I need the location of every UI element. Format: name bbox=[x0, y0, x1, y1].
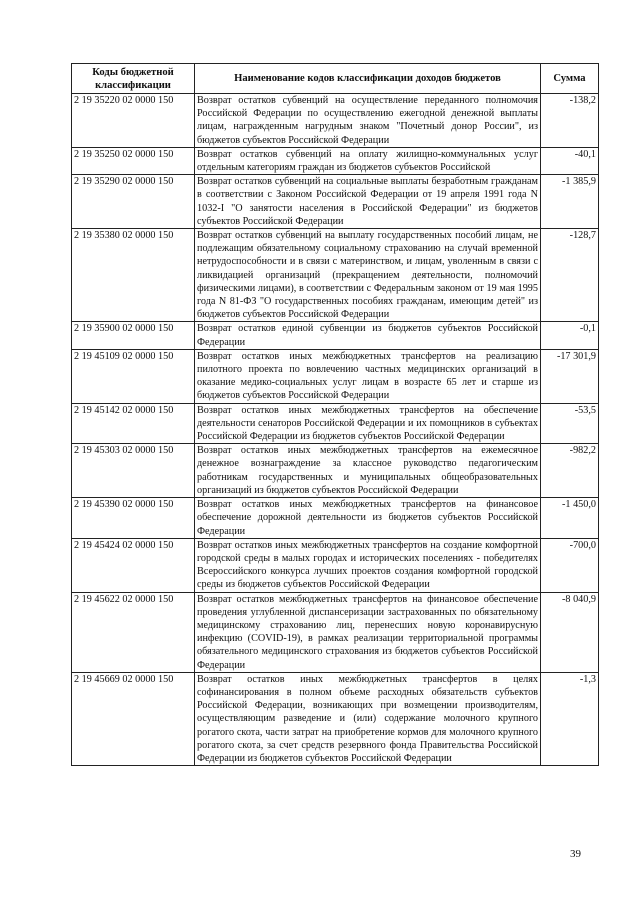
row-code: 2 19 35900 02 0000 150 bbox=[72, 322, 195, 349]
row-name: Возврат остатков субвенций на осуществление переданного полномочия Российской Федерации по осуществлению ежегодной денежной выплаты лицам, награжденным нагрудным знаком "Почетный донор России", из бюджетов субъектов Российской Федерации bbox=[195, 94, 541, 148]
row-sum: -8 040,9 bbox=[541, 592, 599, 672]
row-name: Возврат остатков иных межбюджетных трансфертов на реализацию пилотного проекта по вовлечению частных медицинских организаций в оказание медико-социальных услуг лицам в возрасте 65 лет и старше из бюджетов субъектов Российской Федерации bbox=[195, 349, 541, 403]
row-name: Возврат остатков субвенций на выплату государственных пособий лицам, не подлежащим обязательному социальному страхованию на случай временной нетрудоспособности и в связи с материнством, и лицам, уволенным в связи с ликвидацией организаций (прекращением деятельности, полномочий физическими лицами), в соответствии с Федеральным законом от 19 мая 1995 года N 81-ФЗ "О государственных пособиях гражданам, имеющим детей" из бюджетов субъектов Российской Федерации bbox=[195, 229, 541, 322]
row-name: Возврат остатков иных межбюджетных трансфертов на обеспечение деятельности сенаторов Российской Федерации и их помощников в субъектах Российской Федерации из бюджетов субъектов Российской Федерации bbox=[195, 403, 541, 444]
row-name: Возврат остатков единой субвенции из бюджетов субъектов Российской Федерации bbox=[195, 322, 541, 349]
table-row bbox=[72, 672, 599, 765]
row-name: Возврат остатков иных межбюджетных трансфертов на финансовое обеспечение дорожной деятельности из бюджетов субъектов Российской Федерации bbox=[195, 498, 541, 539]
row-sum: -17 301,9 bbox=[541, 349, 599, 403]
table-row bbox=[72, 94, 599, 148]
row-code: 2 19 45622 02 0000 150 bbox=[72, 592, 195, 672]
row-code: 2 19 35220 02 0000 150 bbox=[72, 94, 195, 148]
table-row bbox=[72, 349, 599, 403]
row-name: Возврат остатков субвенций на оплату жилищно-коммунальных услуг отдельным категориям граждан из бюджетов субъектов Российской bbox=[195, 147, 541, 174]
row-name: Возврат остатков межбюджетных трансфертов на финансовое обеспечение проведения углубленной диспансеризации застрахованных по обязательному медицинскому страхованию лиц, перенесших новую коронавирусную инфекцию (COVID-19), в рамках реализации территориальной программы обязательного медицинского страхования из бюджетов субъектов Российской Федерации bbox=[195, 592, 541, 672]
table-row bbox=[72, 175, 599, 229]
table-row bbox=[72, 147, 599, 174]
budget-table bbox=[71, 63, 599, 766]
row-sum: -53,5 bbox=[541, 403, 599, 444]
row-name: Возврат остатков иных межбюджетных трансфертов на создание комфортной городской среды в малых городах и исторических поселениях - победителях Всероссийского конкурса лучших проектов создания комфортной городской среды из бюджетов субъектов Российской Федерации bbox=[195, 538, 541, 592]
row-name: Возврат остатков иных межбюджетных трансфертов в целях софинансирования в полном объеме расходных обязательств субъектов Российской Федерации, возникающих при возмещении производителям, осуществляющим разведение и (или) содержание молочного крупного рогатого скота, части затрат на приобретение кормов для молочного крупного рогатого скота, за счет средств резервного фонда Правительства Российской Федерации из бюджетов субъектов Российской Федерации bbox=[195, 672, 541, 765]
row-sum: -1 385,9 bbox=[541, 175, 599, 229]
table-row bbox=[72, 229, 599, 322]
row-code: 2 19 45142 02 0000 150 bbox=[72, 403, 195, 444]
row-code: 2 19 45669 02 0000 150 bbox=[72, 672, 195, 765]
row-code: 2 19 45390 02 0000 150 bbox=[72, 498, 195, 539]
row-sum: -1 450,0 bbox=[541, 498, 599, 539]
row-code: 2 19 45303 02 0000 150 bbox=[72, 444, 195, 498]
row-sum: -40,1 bbox=[541, 147, 599, 174]
row-code: 2 19 45424 02 0000 150 bbox=[72, 538, 195, 592]
table-row bbox=[72, 592, 599, 672]
row-sum: -1,3 bbox=[541, 672, 599, 765]
row-code: 2 19 35290 02 0000 150 bbox=[72, 175, 195, 229]
row-name: Возврат остатков субвенций на социальные выплаты безработным гражданам в соответствии с Законом Российской Федерации от 19 апреля 1991 года N 1032-I "О занятости населения в Российской Федерации" из бюджетов субъектов Российской Федерации bbox=[195, 175, 541, 229]
page-number: 39 bbox=[570, 848, 581, 860]
table-header-row bbox=[72, 64, 599, 94]
row-sum: -700,0 bbox=[541, 538, 599, 592]
table-row bbox=[72, 538, 599, 592]
row-sum: -128,7 bbox=[541, 229, 599, 322]
table-row bbox=[72, 498, 599, 539]
row-name: Возврат остатков иных межбюджетных трансфертов на ежемесячное денежное вознаграждение за классное руководство педагогическим работникам государственных и муниципальных общеобразовательных организаций из бюджетов субъектов Российской Федерации bbox=[195, 444, 541, 498]
row-sum: -0,1 bbox=[541, 322, 599, 349]
row-code: 2 19 45109 02 0000 150 bbox=[72, 349, 195, 403]
header-name: Наименование кодов классификации доходов бюджетов bbox=[195, 64, 541, 94]
table-row bbox=[72, 403, 599, 444]
row-code: 2 19 35250 02 0000 150 bbox=[72, 147, 195, 174]
table-row bbox=[72, 322, 599, 349]
row-sum: -982,2 bbox=[541, 444, 599, 498]
row-code: 2 19 35380 02 0000 150 bbox=[72, 229, 195, 322]
row-sum: -138,2 bbox=[541, 94, 599, 148]
table-row bbox=[72, 444, 599, 498]
header-sum: Сумма bbox=[541, 64, 599, 94]
header-code: Коды бюджетной классификации bbox=[72, 64, 195, 94]
